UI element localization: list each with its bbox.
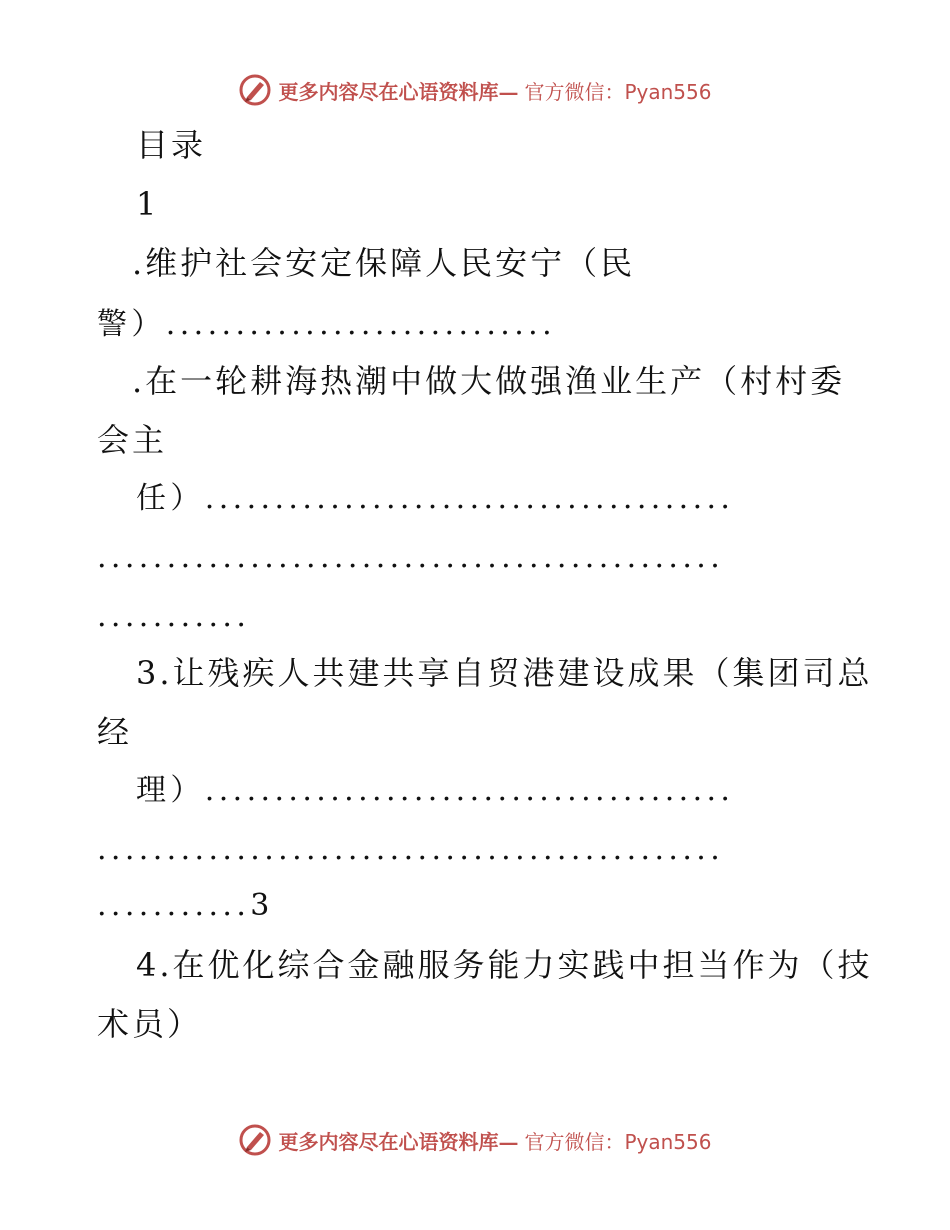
toc-item-1-line-1: .维护社会安定保障人民安宁（民 — [132, 244, 636, 282]
toc-item-3-line-4: ............................................. — [97, 832, 725, 867]
toc-item-4-line-2: 术员） — [97, 1005, 203, 1043]
toc-item-1-line-2: 警）............................ — [97, 307, 557, 342]
toc-item-3-line-5: ...........3 — [97, 888, 274, 923]
toc-item-2-line-2: 会主 — [97, 421, 168, 459]
toc-item-4-line-1: 4.在优化综合金融服务能力实践中担当作为（技 — [136, 946, 873, 984]
toc-item-3-line-2: 经 — [97, 713, 133, 751]
toc-title: 目录 — [136, 126, 207, 164]
footer-watermark-banner — [0, 1120, 950, 1160]
header-brand-text: 更多内容尽在心语资料库— — [278, 79, 519, 104]
toc-item-3-line-1: 3.让残疾人共建共享自贸港建设成果（集团司总 — [136, 654, 873, 692]
toc-item-3-line-3: 理）...................................... — [136, 773, 735, 808]
pen-logo-icon — [238, 1123, 272, 1157]
toc-item-2-line-3: 任）...................................... — [136, 481, 735, 516]
toc-number-1: 1 — [136, 185, 160, 223]
toc-item-2-line-1: .在一轮耕海热潮中做大做强渔业生产（村村委 — [132, 362, 846, 400]
footer-wechat-text: 官方微信：Pyan556 — [524, 1129, 712, 1154]
footer-brand-text: 更多内容尽在心语资料库— — [278, 1129, 519, 1154]
header-wechat-text: 官方微信：Pyan556 — [524, 79, 712, 104]
toc-item-2-line-5: ........... — [97, 599, 251, 634]
toc-item-2-line-4: ............................................. — [97, 540, 725, 575]
